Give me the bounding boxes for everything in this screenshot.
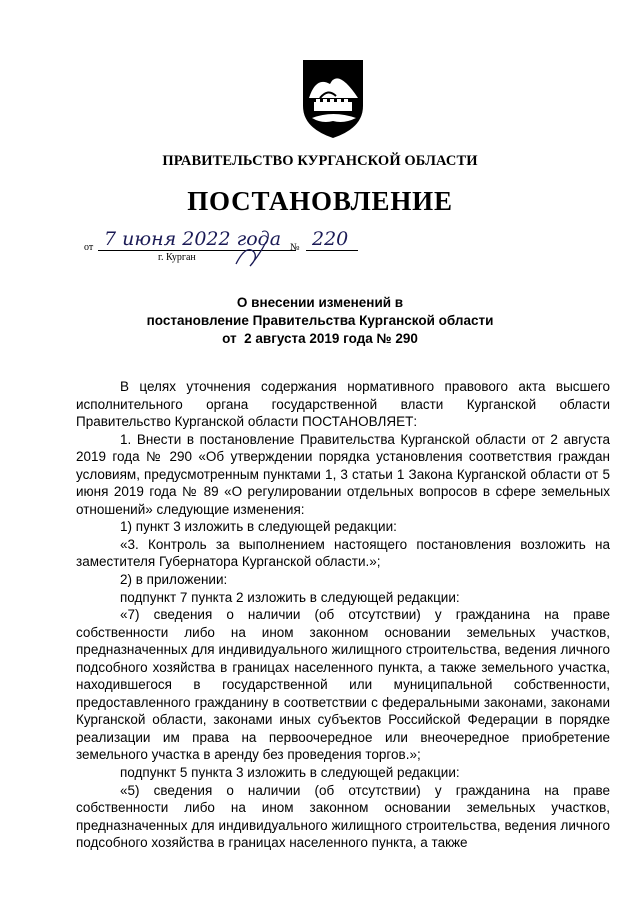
handwritten-date: 7 июня 2022 года bbox=[98, 228, 296, 251]
body-paragraph: 2) в приложении: bbox=[120, 572, 228, 588]
handwritten-number: 220 bbox=[306, 228, 358, 251]
body-paragraph: «7) сведения о наличии (об отсутствии) у гражданина на праве собственности либо на ином законном основании земельных участков, предназначенных для индивидуального жилищного строительства, ведения личного подсобного хозяйства в границах населенного пункта, а также земельного участка, находившегося в государственной или муниципальной собственности, предоставленного гражданину в соответствии с федеральными законами, законами Курганской области, законами иных субъектов Российской Федерации в порядке реализации им права на первоочередное или внеочередное приобретение земельного участка в аренду без проведения торгов.»; bbox=[76, 607, 610, 763]
body-paragraph: «3. Контроль за выполнением настоящего постановления возложить на заместителя Губернатора Курганской области.»; bbox=[76, 536, 610, 570]
body-paragraph: 1) пункт 3 изложить в следующей редакции: bbox=[120, 519, 397, 535]
date-prefix: от bbox=[84, 242, 94, 253]
handwritten-signature bbox=[232, 238, 272, 272]
subject-line: от 2 августа 2019 года № 290 bbox=[222, 331, 418, 346]
document-type-title: ПОСТАНОВЛЕНИЕ bbox=[187, 186, 453, 216]
number-prefix: № bbox=[290, 242, 300, 253]
city-label: г. Курган bbox=[158, 252, 196, 263]
document-subject bbox=[0, 294, 640, 348]
body-paragraph: В целях уточнения содержания нормативного правового акта высшего исполнительного органа государственной власти Курганской области Правительство Курганской области ПОСТАНОВЛЯЕТ: bbox=[76, 379, 610, 430]
body-paragraph: подпункт 7 пункта 2 изложить в следующей редакции: bbox=[120, 589, 460, 605]
kurgan-coat-of-arms-icon bbox=[300, 58, 366, 140]
document-body bbox=[76, 378, 610, 852]
subject-line: постановление Правительства Курганской области bbox=[146, 313, 494, 328]
subject-line: О внесении изменений в bbox=[236, 295, 404, 310]
organization-title: ПРАВИТЕЛЬСТВО КУРГАНСКОЙ ОБЛАСТИ bbox=[162, 153, 478, 169]
body-paragraph: подпункт 5 пункта 3 изложить в следующей редакции: bbox=[120, 765, 460, 781]
body-paragraph: 1. Внести в постановление Правительства Курганской области от 2 августа 2019 года № 290 «Об утверждении порядка установления соответствия граждан условиям, предусмотренным пунктами 1, 3 статьи 1 Закона Курганской области от 5 июня 2019 года № 89 «О регулировании отдельных вопросов в сфере земельных отношений» следующие изменения: bbox=[76, 431, 610, 517]
body-paragraph: «5) сведения о наличии (об отсутствии) у гражданина на праве собственности либо на ином законном основании земельных участков, предназначенных для индивидуального жилищного строительства, ведения личного подсобного хозяйства в границах населенного пункта, а также bbox=[76, 782, 610, 851]
